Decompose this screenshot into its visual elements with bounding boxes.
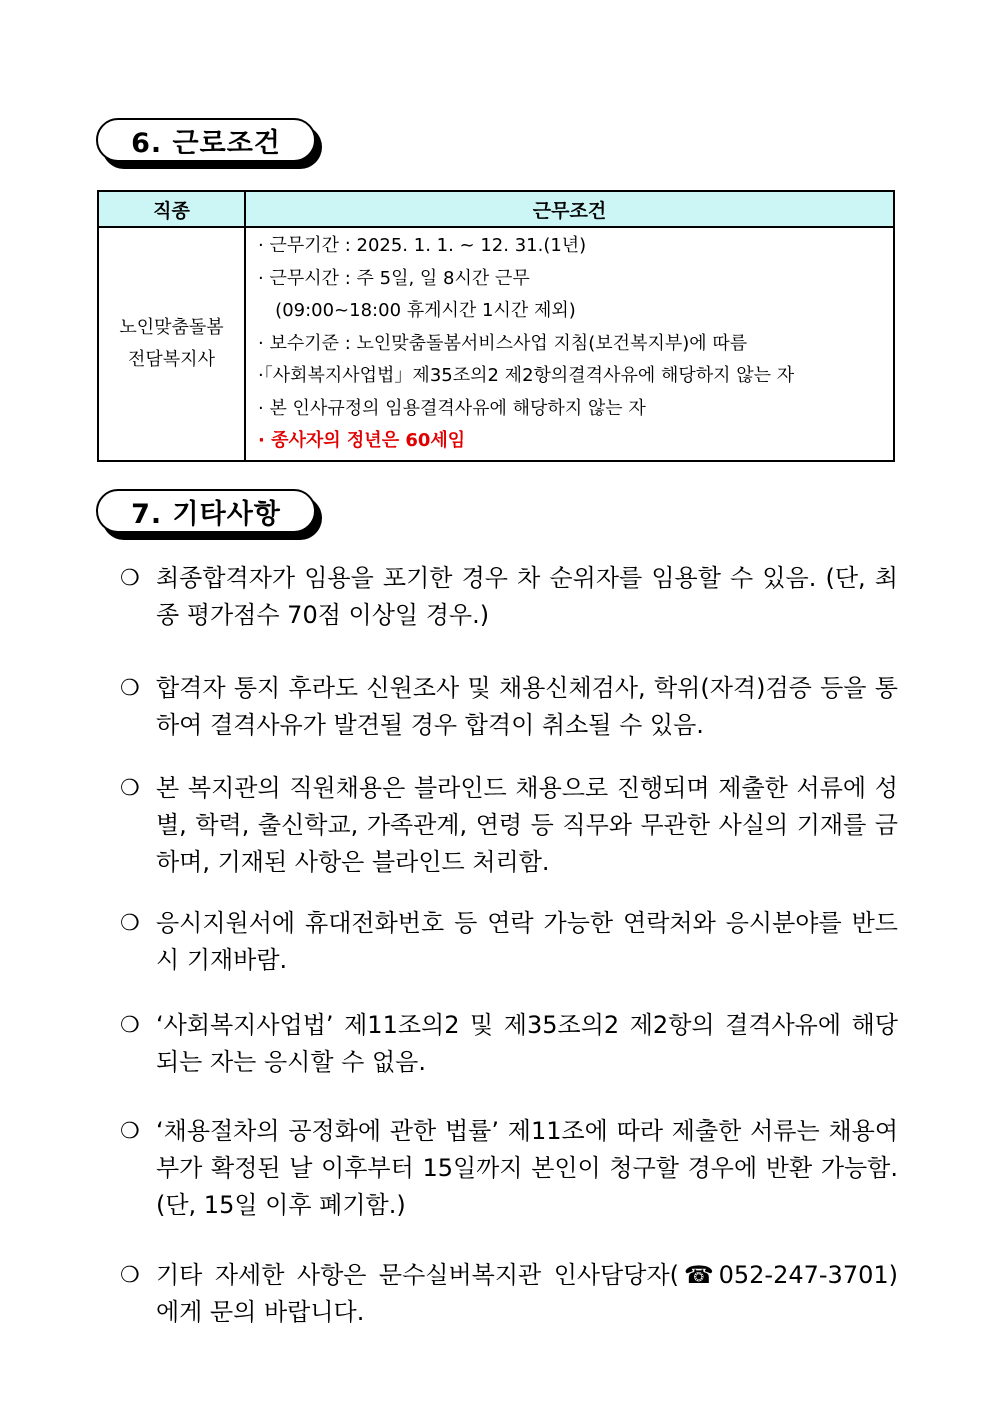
header-job-type: 직종	[98, 191, 245, 227]
section-7-title: 7. 기타사항	[96, 489, 316, 533]
note-text: ‘사회복지사업법’ 제11조의2 및 제35조의2 제2항의 결격사유에 해당되는 자는 응시할 수 없음.	[156, 1011, 898, 1076]
list-item	[120, 560, 898, 634]
job-type-cell	[98, 227, 245, 461]
note-text: 응시지원서에 휴대전화번호 등 연락 가능한 연락처와 응시분야를 반드시 기재바람.	[156, 909, 898, 974]
condition-hours-detail: (09:00~18:00 휴게시간 1시간 제외)	[258, 300, 576, 321]
table-row	[98, 227, 894, 461]
section-6-title: 6. 근로조건	[96, 118, 316, 162]
condition-regulation: · 본 인사규정의 임용결격사유에 해당하지 않는 자	[258, 397, 646, 419]
list-item	[120, 1007, 898, 1081]
condition-period: · 근무기간 : 2025. 1. 1. ~ 12. 31.(1년)	[258, 235, 587, 256]
note-text: 기타 자세한 사항은 문수실버복지관 인사담당자(☎052-247-3701) 에게 문의 바랍니다.	[156, 1261, 898, 1326]
bullet-icon: ❍	[120, 776, 140, 801]
list-item	[120, 1257, 898, 1331]
condition-pay: · 보수기준 : 노인맞춤돌봄서비스사업 지침(보건복지부)에 따름	[258, 332, 748, 354]
note-text: 본 복지관의 직원채용은 블라인드 채용으로 진행되며 제출한 서류에 성별, 학력, 출신학교, 가족관계, 연령 등 직무와 무관한 사실의 기재를 금하며, 기재된 사항은 블라인드 처리함.	[156, 774, 898, 876]
bullet-icon: ❍	[120, 566, 140, 591]
conditions-cell	[245, 227, 894, 461]
job-type-line-1: 노인맞춤돌봄	[119, 316, 224, 338]
header-work-conditions: 근무조건	[245, 191, 894, 227]
section-7-heading	[96, 489, 324, 543]
section-6-heading	[96, 118, 324, 172]
list-item	[120, 1113, 898, 1224]
bullet-icon: ❍	[120, 1013, 140, 1038]
condition-hours: · 근무시간 : 주 5일, 일 8시간 근무	[258, 267, 530, 289]
work-conditions-table	[97, 190, 895, 462]
bullet-icon: ❍	[120, 676, 140, 701]
note-text: 최종합격자가 임용을 포기한 경우 차 순위자를 임용할 수 있음. (단, 최종 평가점수 70점 이상일 경우.)	[156, 564, 898, 629]
list-item	[120, 905, 898, 979]
note-text: ‘채용절차의 공정화에 관한 법률’ 제11조에 따라 제출한 서류는 채용여부가 확정된 날 이후부터 15일까지 본인이 청구할 경우에 반환 가능함.(단, 15일 이후 폐기함.)	[156, 1117, 898, 1219]
table-header-row	[98, 191, 894, 227]
bullet-icon: ❍	[120, 1119, 140, 1144]
list-item	[120, 770, 898, 881]
note-text: 합격자 통지 후라도 신원조사 및 채용신체검사, 학위(자격)검증 등을 통하여 결격사유가 발견될 경우 합격이 취소될 수 있음.	[156, 674, 898, 739]
condition-retirement-age: · 종사자의 정년은 60세임	[258, 430, 466, 451]
bullet-icon: ❍	[120, 911, 140, 936]
condition-law: ·「사회복지사업법」제35조의2 제2항의결격사유에 해당하지 않는 자	[258, 365, 795, 386]
list-item	[120, 670, 898, 744]
bullet-icon: ❍	[120, 1263, 140, 1288]
job-type-line-2: 전담복지사	[128, 348, 215, 370]
